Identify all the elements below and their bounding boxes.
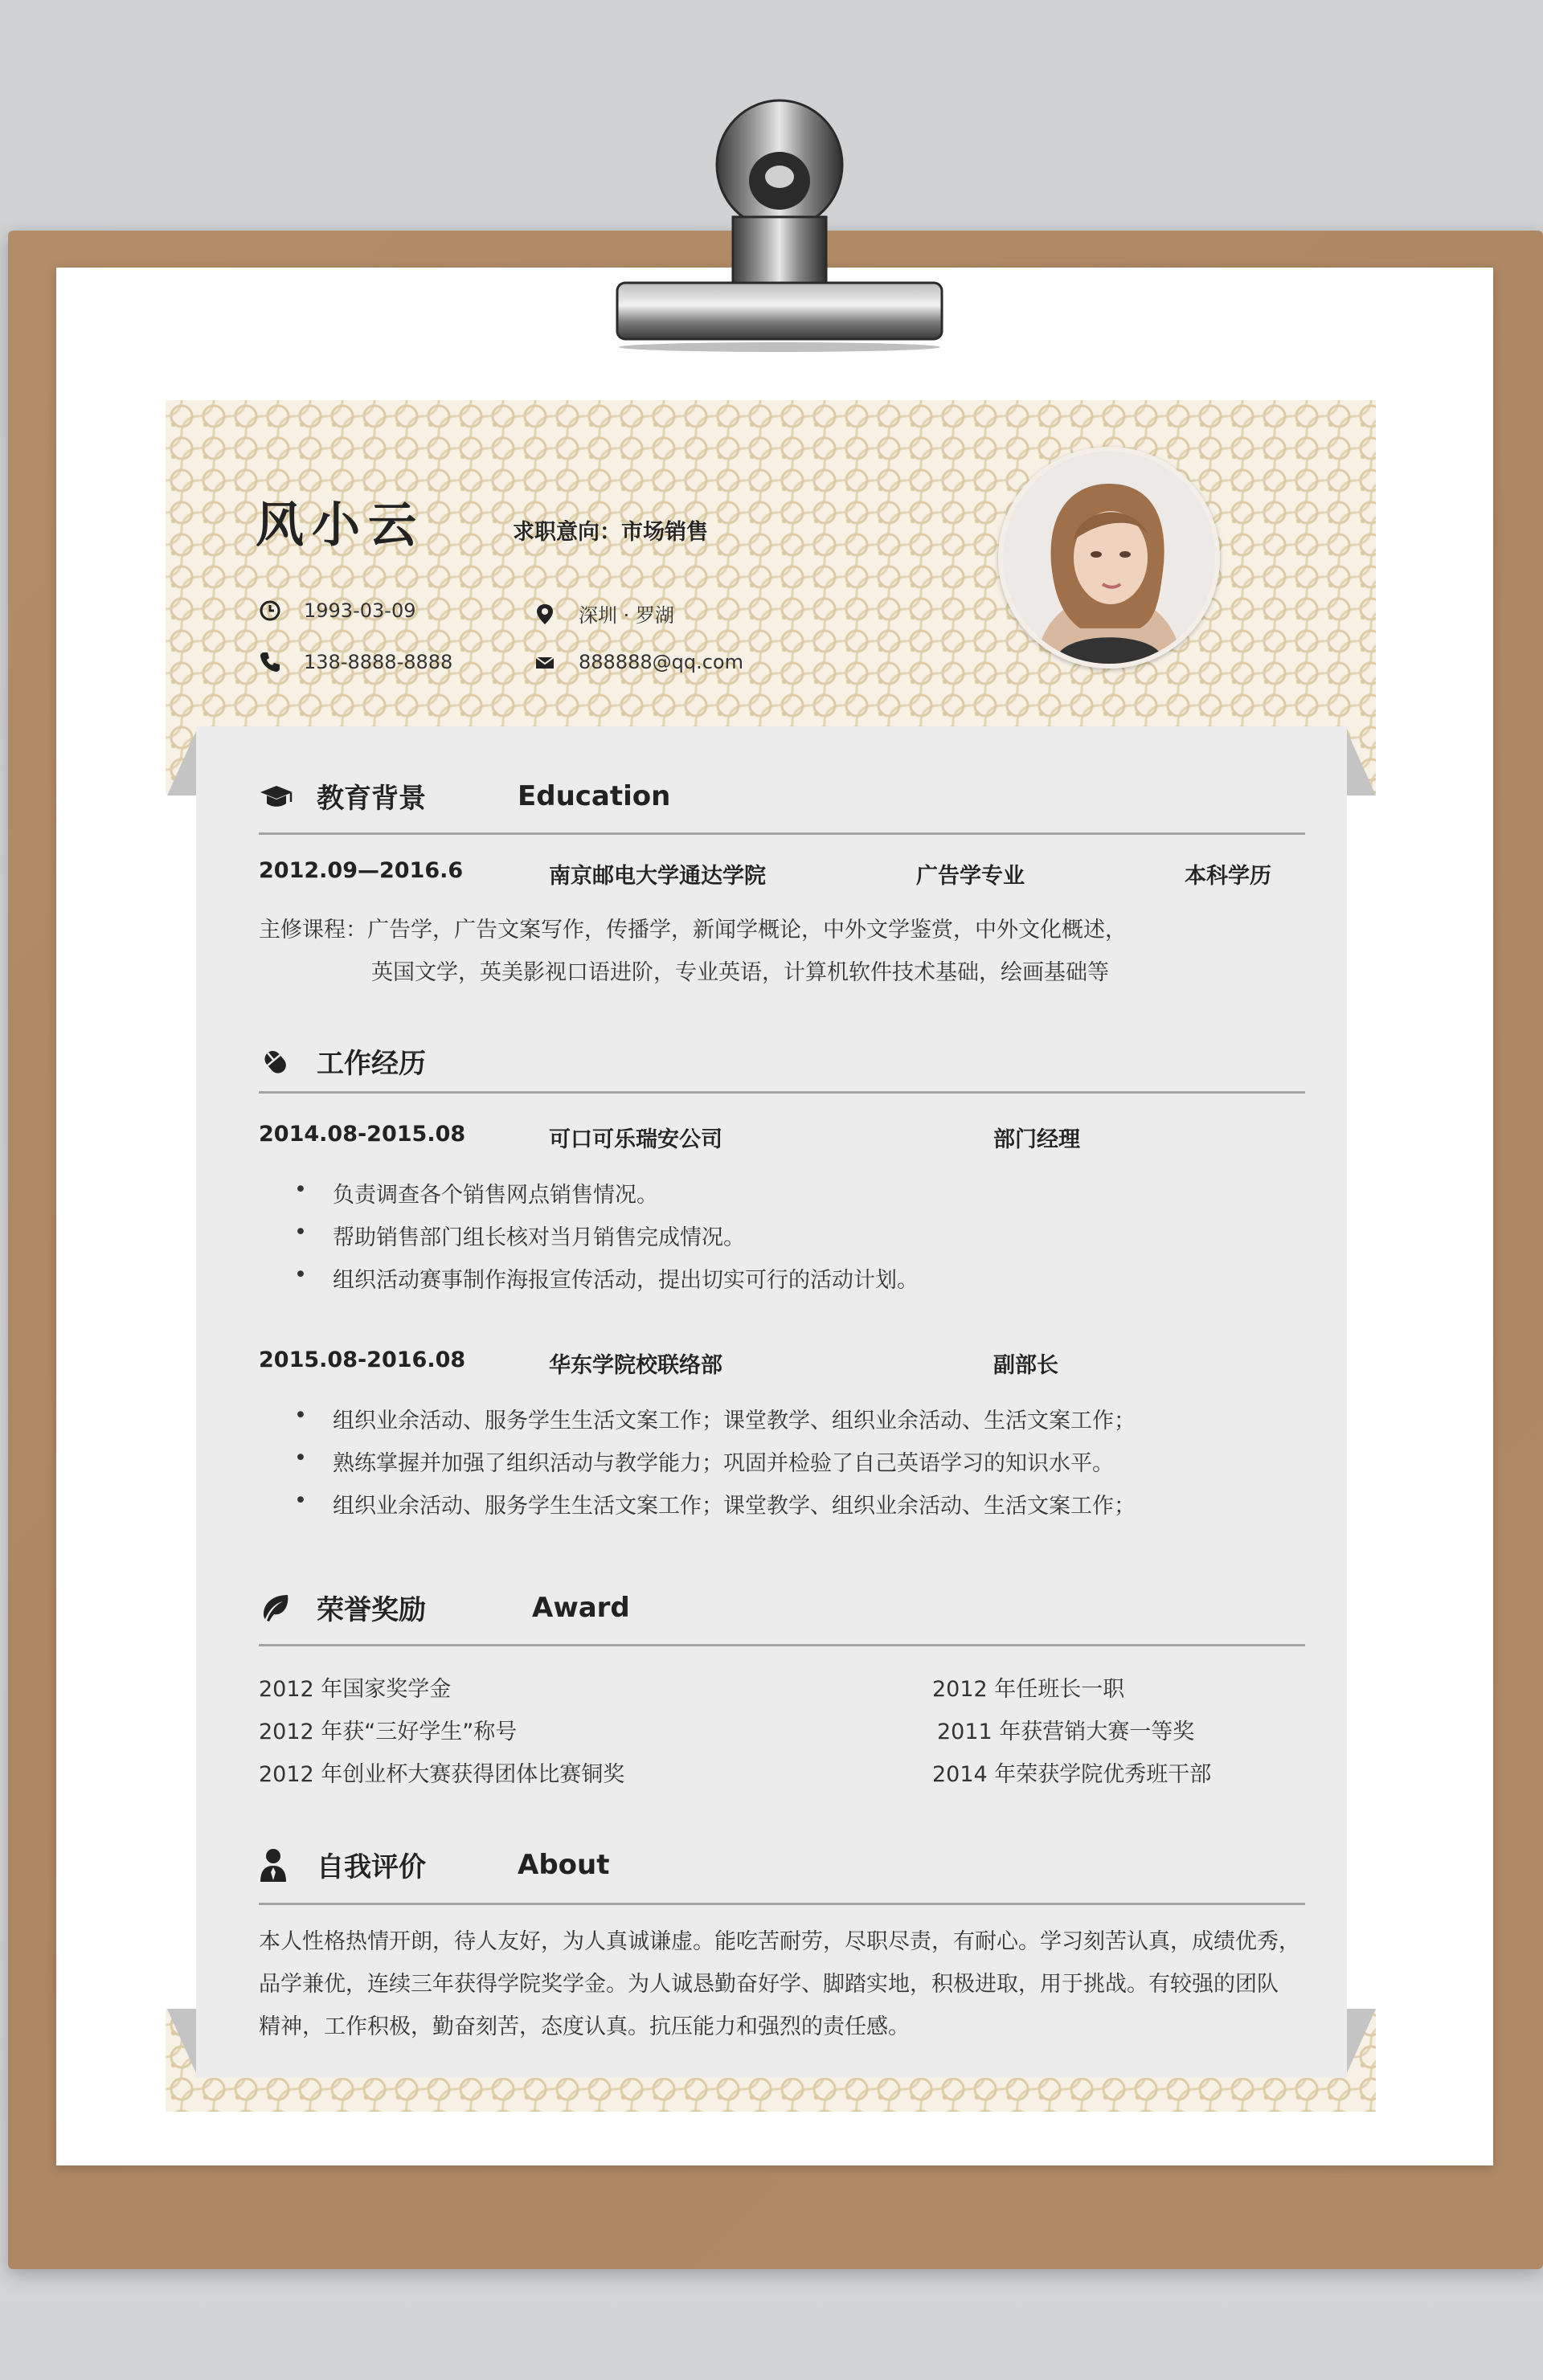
email-row (534, 651, 743, 673)
education-major: 广告学专业 (916, 864, 1025, 889)
section-header-work (259, 1041, 426, 1081)
award-item: 2014 年荣获学院优秀班干部 (932, 1762, 1212, 1787)
award-item: 2011 年获营销大赛一等奖 (937, 1720, 1195, 1744)
section-divider (259, 1091, 1305, 1094)
mail-icon (534, 651, 556, 673)
clock-icon (259, 599, 281, 622)
location-row (534, 599, 674, 628)
self-evaluation-line: 本人性格热情开朗，待人友好，为人真诚谦虚。能吃苦耐劳，尽职尽责，有耐心。学习刻苦认真，成绩优秀， (259, 1929, 1300, 1954)
email-value: 888888@qq.com (579, 651, 743, 673)
section-title-zh: 荣誉奖励 (317, 1594, 426, 1626)
job-role: 副部长 (993, 1353, 1058, 1378)
award-item: 2012 年任班长一职 (932, 1677, 1125, 1702)
job-period: 2015.08-2016.08 (259, 1347, 466, 1372)
self-evaluation-line: 精神，工作积极，勤奋刻苦，态度认真。抗压能力和强烈的责任感。 (259, 2014, 910, 2039)
job-organization: 华东学院校联络部 (549, 1353, 722, 1378)
section-title-en: Education (518, 779, 671, 812)
section-title-zh: 教育背景 (317, 783, 426, 815)
location-value: 深圳 · 罗湖 (579, 604, 674, 627)
map-pin-icon (534, 603, 556, 625)
birthday-value: 1993-03-09 (304, 599, 416, 622)
graduation-cap-icon (259, 780, 294, 812)
section-title-zh: 自我评价 (317, 1851, 426, 1883)
phone-icon (259, 651, 281, 673)
section-divider (259, 832, 1305, 835)
job-intent (513, 514, 708, 546)
birthday-row (259, 599, 415, 622)
self-evaluation-line: 品学兼优，连续三年获得学院奖学金。为人诚恳勤奋好学、脚踏实地，积极进取，用于挑战。有较强的团队 (259, 1972, 1279, 1997)
section-divider (259, 1644, 1305, 1646)
mouse-icon (259, 1045, 294, 1078)
job-intent-value: 市场销售 (621, 520, 708, 545)
avatar (998, 447, 1220, 669)
section-title-en: About (518, 1848, 610, 1881)
award-item: 2012 年获“三好学生”称号 (259, 1720, 518, 1744)
section-divider (259, 1903, 1305, 1905)
education-school: 南京邮电大学通达学院 (549, 864, 766, 889)
phone-value: 138-8888-8888 (304, 651, 453, 673)
award-item: 2012 年国家奖学金 (259, 1677, 452, 1702)
user-icon (259, 1849, 294, 1881)
education-degree: 本科学历 (1185, 864, 1271, 889)
job-period: 2014.08-2015.08 (259, 1122, 466, 1147)
section-header-education (259, 776, 671, 816)
job-role: 部门经理 (993, 1127, 1080, 1152)
candidate-name: 风小云 (256, 497, 424, 554)
section-title-en: Award (532, 1591, 630, 1624)
job-organization: 可口可乐瑞安公司 (549, 1127, 722, 1152)
phone-row (259, 651, 452, 673)
leaf-icon (259, 1592, 294, 1624)
binder-clip (611, 48, 948, 354)
section-header-about (259, 1845, 610, 1884)
job-intent-label: 求职意向： (513, 520, 621, 545)
award-item: 2012 年创业杯大赛获得团体比赛铜奖 (259, 1762, 625, 1787)
education-courses-line: 英国文学，英美影视口语进阶，专业英语，计算机软件技术基础，绘画基础等 (371, 960, 1109, 985)
section-title-zh: 工作经历 (317, 1048, 426, 1080)
education-period: 2012.09—2016.6 (259, 858, 464, 883)
education-courses-line: 主修课程：广告学，广告文案写作，传播学，新闻学概论，中外文学鉴赏，中外文化概述， (259, 918, 1127, 943)
section-header-awards (259, 1588, 630, 1627)
self-evaluation (259, 1920, 1312, 2048)
